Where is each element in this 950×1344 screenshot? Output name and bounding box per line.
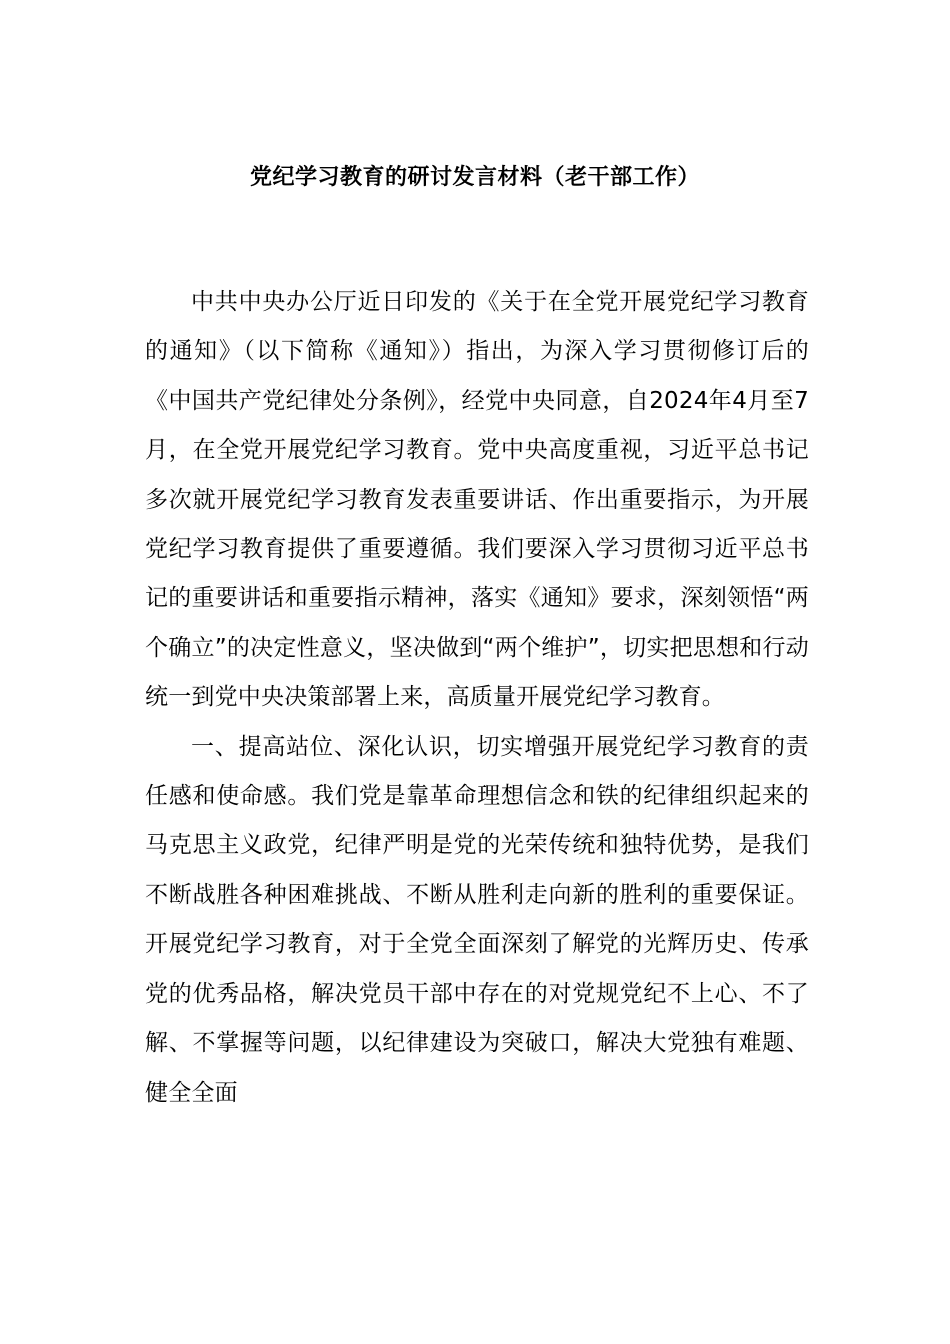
paragraph-section-one: 一、提高站位、深化认识，切实增强开展党纪学习教育的责任感和使命感。我们党是靠革命理想信念和铁的纪律组织起来的马克思主义政党，纪律严明是党的光荣传统和独特优势，是我们不断战胜各种困难挑战、不断从胜利走向新的胜利的重要保证。开展党纪学习教育，对于全党全面深刻了解党的光辉历史、传承党的优秀品格，解决党员干部中存在的对党规党纪不上心、不了解、不掌握等问题，以纪律建设为突破口，解决大党独有难题、健全全面 [145,733,809,1106]
paragraph-intro: 中共中央办公厅近日印发的《关于在全党开展党纪学习教育的通知》（以下简称《通知》）指出，为深入学习贯彻修订后的《中国共产党纪律处分条例》，经党中央同意，自2024年4月至7月，在全党开展党纪学习教育。党中央高度重视，习近平总书记多次就开展党纪学习教育发表重要讲话、作出重要指示，为开展党纪学习教育提供了重要遵循。我们要深入学习贯彻习近平总书记的重要讲话和重要指示精神，落实《通知》要求，深刻领悟“两个确立”的决定性意义，坚决做到“两个维护”，切实把思想和行动统一到党中央决策部署上来，高质量开展党纪学习教育。 [145,289,809,711]
document-body [145,278,809,1118]
document-title: 党纪学习教育的研讨发言材料（老干部工作） [249,165,700,190]
